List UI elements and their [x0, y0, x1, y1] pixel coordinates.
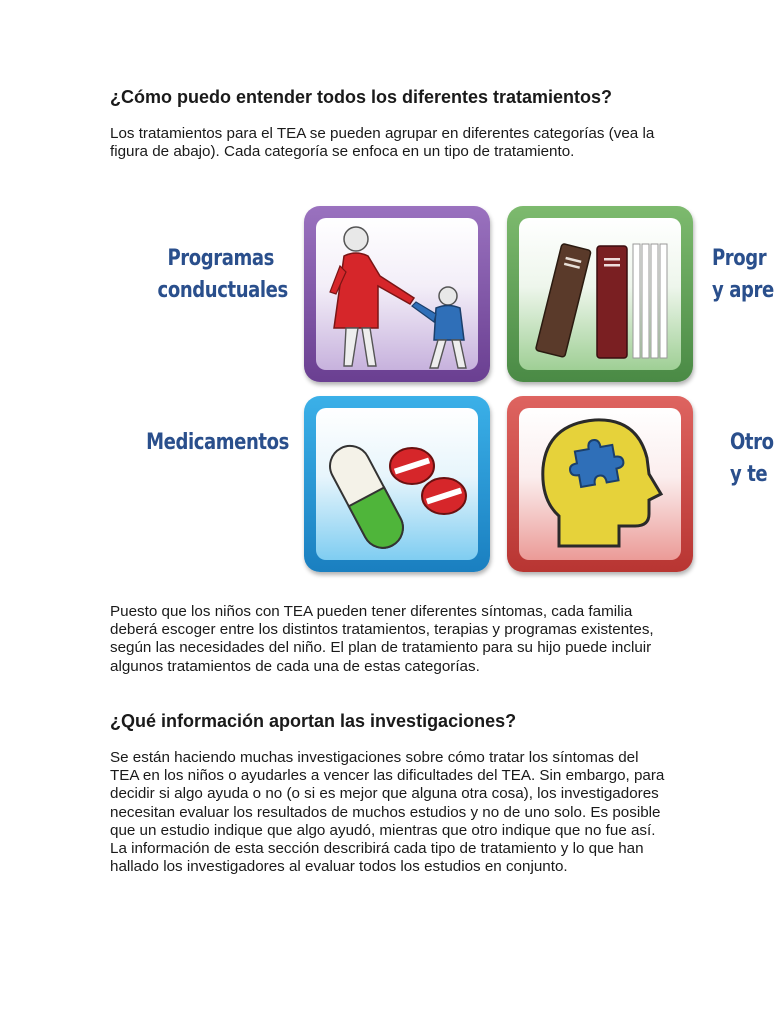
section-heading-treatments: ¿Cómo puedo entender todos los diferentes tratamientos? [110, 87, 613, 107]
tile-medications [304, 396, 490, 572]
treatment-plan-paragraph: Puesto que los niños con TEA pueden tener diferentes síntomas, cada familia deberá escoger entre los distintos tratamientos, terapias y programas existentes, según las necesidades del niño. El plan de tratamiento para su hijo puede incluir algunos tratamientos de cada una de estas categorías. [110, 603, 654, 675]
tile-behavioral [304, 206, 490, 382]
parent-child-icon [304, 206, 490, 382]
label-behavioral: Programas conductuales [157, 246, 288, 303]
books-icon [507, 206, 693, 382]
label-educational: Progr y apre [712, 246, 774, 303]
head-puzzle-icon [507, 396, 693, 572]
treatment-categories-figure [0, 198, 774, 588]
label-medications: Medicamentos [146, 430, 289, 455]
pills-icon [304, 396, 490, 572]
research-paragraph: Se están haciendo muchas investigaciones sobre cómo tratar los síntomas del TEA en los niños o ayudarles a vencer las dificultades del TEA. Sin embargo, para decidir si algo ayuda o no (o si es mejor que alguna otra cosa), los investigadores necesitan evaluar los resultados de muchos estudios y no de uno solo. Es posible que un estudio indique que algo ayudó, mientras que otro indique que no fue así. La información de esta sección describirá cada tipo de tratamiento y lo que han hallado los investigadores al evaluar todos los estudios en conjunto. [110, 749, 665, 876]
tile-educational [507, 206, 693, 382]
intro-paragraph: Los tratamientos para el TEA se pueden agrupar en diferentes categorías (vea la figura de abajo). Cada categoría se enfoca en un tipo de tratamiento. [110, 125, 655, 161]
section-heading-research: ¿Qué información aportan las investigaciones? [110, 711, 517, 731]
label-other: Otro y te [730, 430, 774, 487]
tile-other [507, 396, 693, 572]
